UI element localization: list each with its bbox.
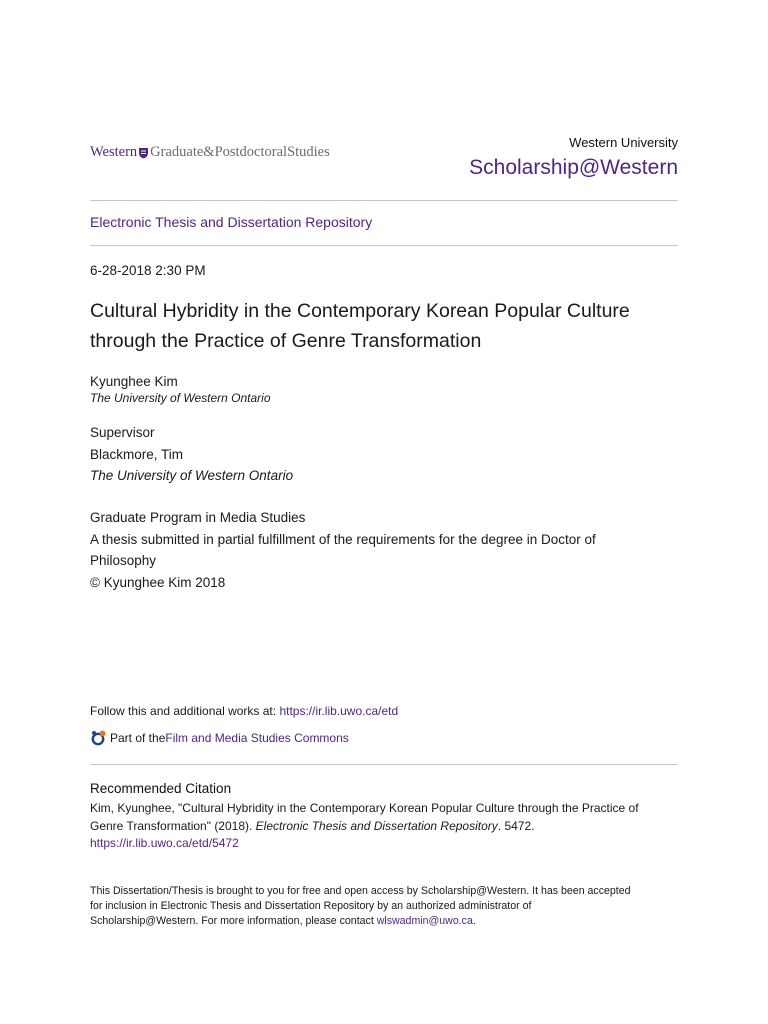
citation-number: . 5472. [497, 818, 535, 833]
supervisor-label: Supervisor [90, 425, 155, 440]
program-name: Graduate Program in Media Studies [90, 510, 306, 525]
logo-western-text: Western [90, 144, 138, 160]
divider-top [90, 200, 678, 201]
university-name: Western University [569, 135, 678, 150]
supervisor-affiliation: The University of Western Ontario [90, 468, 294, 483]
supervisor-block [90, 422, 293, 487]
citation-line-1: Kim, Kyunghee, "Cultural Hybridity in the Contemporary Korean Popular Culture through the Practice of [90, 801, 639, 815]
program-block [90, 507, 650, 593]
divider-citation [90, 764, 678, 765]
western-gps-logo[interactable] [90, 144, 330, 161]
follow-url-link[interactable]: https://ir.lib.uwo.ca/etd [279, 704, 399, 718]
citation-line-2 [90, 818, 678, 836]
title-line-2: through the Practice of Genre Transformation [90, 330, 482, 352]
part-of-line [90, 729, 349, 747]
citation-block [90, 800, 678, 853]
contact-email-link[interactable]: wlswadmin@uwo.ca [376, 914, 473, 927]
citation-plain: Genre Transformation" (2018). [90, 818, 256, 833]
thesis-title [90, 296, 678, 356]
notice-plain: Scholarship@Western. For more information, please contact [90, 914, 377, 927]
network-commons-icon [90, 729, 108, 747]
shield-crest-icon [138, 147, 149, 159]
program-description-line-2: Philosophy [90, 553, 157, 568]
divider-repo [90, 245, 678, 246]
program-description-line-1: A thesis submitted in partial fulfillment of the requirements for the degree in Doctor of [90, 531, 596, 547]
author-block [90, 373, 271, 407]
repository-link[interactable]: Electronic Thesis and Dissertation Repository [90, 214, 373, 230]
commons-link[interactable]: Film and Media Studies Commons [165, 731, 349, 745]
author-name: Kyunghee Kim [90, 374, 178, 389]
cover-page [90, 0, 678, 1024]
part-of-text: Part of the [110, 731, 166, 745]
logo-gps-text: Graduate&PostdoctoralStudies [150, 144, 330, 160]
notice-end: . [472, 914, 476, 927]
notice-line-3 [90, 914, 678, 929]
supervisor-name: Blackmore, Tim [90, 446, 184, 462]
access-notice [90, 884, 678, 928]
scholarship-western-link[interactable]: Scholarship@Western [469, 156, 678, 179]
notice-line-1: This Dissertation/Thesis is brought to you for free and open access by Scholarship@Western. It has been accepted [90, 885, 631, 897]
header [90, 130, 678, 190]
citation-url-link[interactable]: https://ir.lib.uwo.ca/etd/5472 [90, 836, 239, 850]
citation-repository: Electronic Thesis and Dissertation Repository [255, 818, 498, 833]
notice-line-2: for inclusion in Electronic Thesis and Dissertation Repository by an authorized administrator of [90, 899, 532, 912]
follow-text: Follow this and additional works at: [90, 704, 280, 718]
copyright: © Kyunghee Kim 2018 [90, 574, 226, 590]
follow-line [90, 704, 398, 718]
submission-date: 6-28-2018 2:30 PM [90, 263, 206, 278]
recommended-citation-heading: Recommended Citation [90, 781, 232, 796]
author-affiliation: The University of Western Ontario [90, 391, 271, 405]
title-line-1: Cultural Hybridity in the Contemporary Korean Popular Culture [90, 300, 630, 322]
